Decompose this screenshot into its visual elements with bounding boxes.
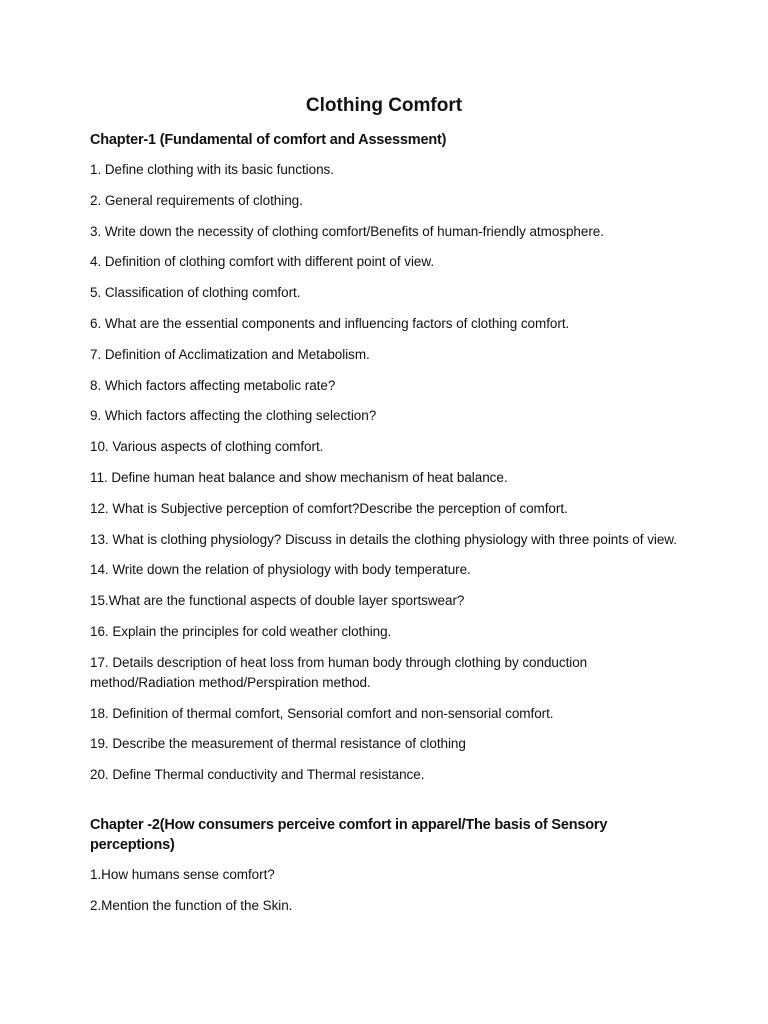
question-item: 17. Details description of heat loss from human body through clothing by conduction method/Radiation method/Perspiration method. bbox=[90, 654, 588, 690]
chapter-1-heading: Chapter-1 (Fundamental of comfort and Assessment) bbox=[90, 132, 447, 148]
question-item: 14. Write down the relation of physiology with body temperature. bbox=[90, 562, 471, 578]
chapter-2-heading: Chapter -2(How consumers perceive comfort in apparel/The basis of Sensory perceptions) bbox=[90, 817, 608, 854]
chapter-1-question-list bbox=[90, 160, 678, 785]
question-item: 4. Definition of clothing comfort with different point of view. bbox=[90, 254, 435, 270]
question-item: 3. Write down the necessity of clothing comfort/Benefits of human-friendly atmosphere. bbox=[90, 223, 604, 239]
question-item: 1.How humans sense comfort? bbox=[90, 867, 275, 883]
chapter-2-question-list bbox=[90, 865, 678, 916]
question-item: 9. Which factors affecting the clothing selection? bbox=[90, 408, 377, 424]
question-item: 16. Explain the principles for cold weather clothing. bbox=[90, 623, 392, 639]
question-item: 15.What are the functional aspects of double layer sportswear? bbox=[90, 593, 465, 609]
question-item: 19. Describe the measurement of thermal resistance of clothing bbox=[90, 736, 466, 752]
question-item: 10. Various aspects of clothing comfort. bbox=[90, 439, 324, 455]
chapter-1-section bbox=[90, 130, 678, 785]
question-item: 11. Define human heat balance and show mechanism of heat balance. bbox=[90, 469, 508, 485]
question-item: 5. Classification of clothing comfort. bbox=[90, 285, 301, 301]
document-title: Clothing Comfort bbox=[305, 95, 463, 116]
question-item: 8. Which factors affecting metabolic rate? bbox=[90, 377, 336, 393]
question-item: 7. Definition of Acclimatization and Metabolism. bbox=[90, 346, 370, 362]
question-item: 18. Definition of thermal comfort, Sensorial comfort and non-sensorial comfort. bbox=[90, 705, 554, 721]
question-item: 12. What is Subjective perception of comfort?Describe the perception of comfort. bbox=[90, 500, 568, 516]
question-item: 20. Define Thermal conductivity and Thermal resistance. bbox=[90, 767, 425, 783]
question-item: 13. What is clothing physiology? Discuss in details the clothing physiology with three points of view. bbox=[90, 531, 677, 547]
question-item: 1. Define clothing with its basic functions. bbox=[90, 162, 334, 177]
question-item: 6. What are the essential components and influencing factors of clothing comfort. bbox=[90, 315, 570, 331]
chapter-2-section bbox=[90, 815, 678, 916]
question-item: 2. General requirements of clothing. bbox=[90, 192, 303, 208]
question-item: 2.Mention the function of the Skin. bbox=[90, 897, 293, 913]
